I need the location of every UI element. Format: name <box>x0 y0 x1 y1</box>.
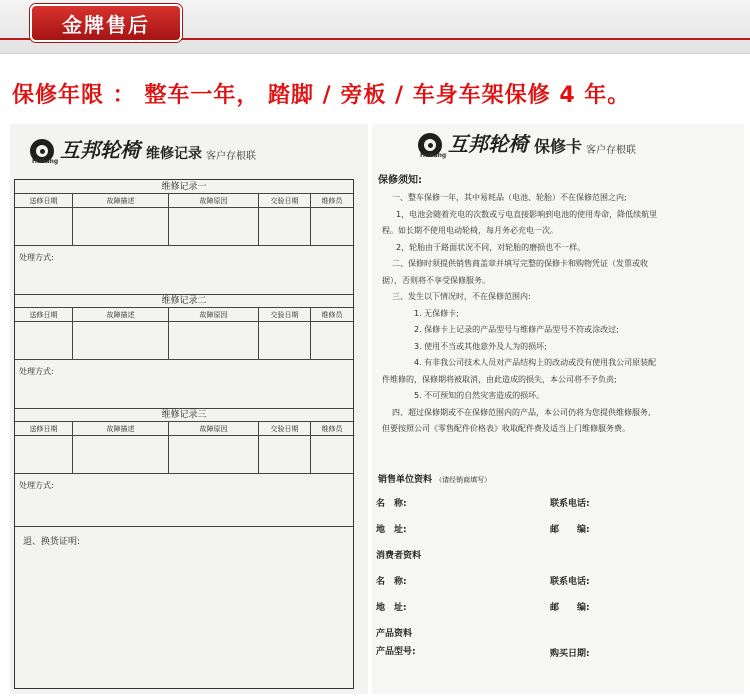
column-header: 交验日期 <box>259 422 311 435</box>
notice-line: 二、保修时须提供销售商盖章并填写完整的保修卡和购物凭证（发票或收 <box>392 259 648 268</box>
seller-name-label: 名 称: <box>376 499 407 509</box>
notice-line: 2. 保修卡上记录的产品型号与维修产品型号不符或涂改过; <box>414 325 619 334</box>
notice-line: 1. 无保修卡; <box>414 308 459 318</box>
repair-record-table <box>14 179 354 689</box>
seller-section-note: （请经销商填写） <box>435 476 492 484</box>
column-header: 故障描述 <box>73 422 169 435</box>
column-header: 送修日期 <box>15 422 73 435</box>
notice-line: 3. 使用不当或其他意外及人为的损坏; <box>414 341 547 351</box>
after-sales-tab[interactable]: 金牌售后 <box>30 4 182 42</box>
notice-line: 4. 有非我公司技术人员对产品结构上的改动或没有使用我公司原装配 <box>414 358 657 367</box>
document-title: 保修卡 <box>534 137 583 156</box>
notice-title: 保修须知: <box>378 175 422 186</box>
column-header: 送修日期 <box>15 194 73 207</box>
record-header-row <box>15 422 353 436</box>
column-header: 故障描述 <box>73 194 169 207</box>
notice-line: 件维修的，保修期将被取消，由此造成的损失，本公司将不予负责; <box>382 374 617 384</box>
record-body-row <box>15 208 353 246</box>
brand-name: 互邦轮椅 <box>60 138 140 162</box>
document-subtitle: 客户存根联 <box>206 151 256 162</box>
record-body-row <box>15 436 353 474</box>
record-header-row <box>15 308 353 322</box>
consumer-name-label: 名 称: <box>376 577 407 587</box>
repair-record-header <box>30 134 256 163</box>
notice-line: 1，电池会随着充电的次数或亏电直接影响到电池的使用寿命，降低续航里 <box>396 209 658 219</box>
consumer-section-title: 消费者资料 <box>376 551 422 561</box>
warranty-card-document <box>372 124 744 694</box>
warranty-notice <box>378 172 738 438</box>
notice-line: 三、发生以下情况时，不在保修范围内: <box>392 292 531 301</box>
consumer-postcode-label: 邮 编: <box>550 603 590 613</box>
record-header-row <box>15 194 353 208</box>
handling-method-label: 处理方式: <box>19 253 54 262</box>
column-header: 维修员 <box>321 311 343 319</box>
column-header: 故障原因 <box>169 308 259 321</box>
notice-line: 2，轮胎由于路面状况不同，对轮胎的磨损也不一样。 <box>396 242 586 252</box>
handling-method-label: 处理方式: <box>19 481 54 490</box>
brand-name: 互邦轮椅 <box>448 132 528 156</box>
column-header: 送修日期 <box>15 308 73 321</box>
notice-line: 但要按照公司《零售配件价格表》收取配件费及适当上门维修服务费。 <box>382 424 630 433</box>
column-header: 交验日期 <box>259 308 311 321</box>
seller-address-label: 地 址: <box>376 525 407 535</box>
record-title: 维修记录三 <box>15 408 353 422</box>
notice-line: 四、超过保修期或不在保修范围内的产品，本公司仍将为您提供维修服务, <box>392 407 651 417</box>
consumer-phone-label: 联系电话: <box>550 577 590 587</box>
column-header: 维修员 <box>321 425 343 433</box>
seller-section-title <box>378 472 491 485</box>
seller-postcode-label: 邮 编: <box>550 525 590 535</box>
warranty-period-text: 保修年限 ： 整车一年， 踏脚 / 旁板 / 车身车架保修 4 年。 <box>12 83 631 108</box>
column-header: 故障原因 <box>169 194 259 207</box>
product-model-label: 产品型号: <box>376 647 416 657</box>
column-header: 故障描述 <box>73 308 169 321</box>
record-title: 维修记录一 <box>15 180 353 194</box>
seller-phone-label: 联系电话: <box>550 499 590 509</box>
consumer-address-label: 地 址: <box>376 603 407 613</box>
notice-line: 5. 不可预知的自然灾害造成的损坏。 <box>414 391 545 400</box>
product-section-title: 产品资料 <box>376 629 413 639</box>
return-exchange-label: 退、换货证明: <box>23 537 81 547</box>
record-divider <box>15 526 353 527</box>
brand-sub: Hubang <box>420 152 447 159</box>
notice-line: 一、整车保修一年，其中易耗品（电池、轮胎）不在保修范围之内; <box>392 193 627 202</box>
record-title: 维修记录二 <box>15 294 353 308</box>
repair-record-document <box>10 124 368 694</box>
document-title: 维修记录 <box>146 146 202 162</box>
column-header: 交验日期 <box>259 194 311 207</box>
handling-method-label: 处理方式: <box>19 367 54 376</box>
purchase-date-label: 购买日期: <box>550 649 590 659</box>
warranty-card-header <box>418 128 636 157</box>
brand-sub: Hubang <box>32 158 59 165</box>
notice-line: 据），否则将不享受保修服务。 <box>382 275 490 285</box>
seller-section-label: 销售单位资料 <box>378 475 433 485</box>
column-header: 维修员 <box>321 197 343 205</box>
document-subtitle: 客户存根联 <box>586 145 637 156</box>
notice-line: 程。如长期不使用电动轮椅，每月务必充电一次。 <box>382 226 558 235</box>
column-header: 故障原因 <box>169 422 259 435</box>
record-body-row <box>15 322 353 360</box>
